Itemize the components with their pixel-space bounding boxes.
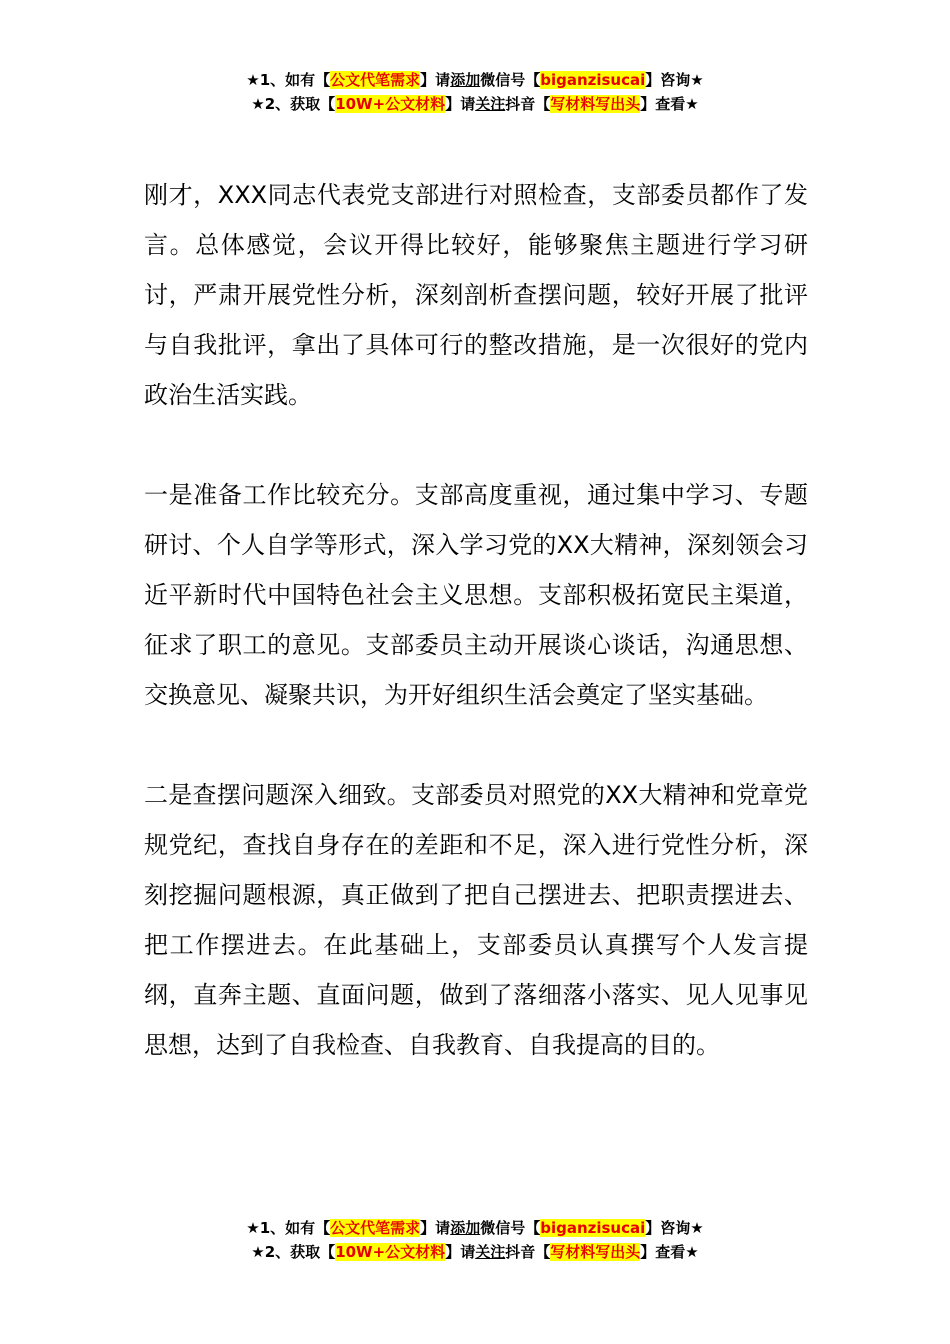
highlight-service: 公文代笔需求 (330, 71, 421, 89)
header-banner (0, 68, 950, 116)
paragraph-intro: 刚才，XXX同志代表党支部进行对照检查，支部委员都作了发言。总体感觉，会议开得比较好，能够聚焦主题进行学习研讨，严肃开展党性分析，深刻剖析查摆问题，较好开展了批评与自我批评，拿出了具体可行的整改措施，是一次很好的党内政治生活实践。 (144, 181, 808, 409)
highlight-wechat-id: biganzisucai (540, 1219, 646, 1237)
highlight-douyin-account: 写材料写出头 (550, 95, 641, 113)
footer-banner (0, 1216, 950, 1264)
paragraph-problem-review: 二是查摆问题深入细致。支部委员对照党的XX大精神和党章党规党纪，查找自身存在的差距和不足，深入进行党性分析，深刻挖掘问题根源，真正做到了把自己摆进去、把职责摆进去、把工作摆进去。在此基础上，支部委员认真撰写个人发言提纲，直奔主题、直面问题，做到了落细落小落实、见人见事见思想，达到了自我检查、自我教育、自我提高的目的。 (144, 781, 808, 1059)
highlight-materials: 10W+公文材料 (335, 95, 446, 113)
banner-line-1: ★1、如有【公文代笔需求】请添加微信号【biganzisucai】咨询★ (246, 1219, 704, 1237)
banner-line-2: ★2、获取【10W+公文材料】请关注抖音【写材料写出头】查看★ (251, 1243, 699, 1261)
highlight-materials: 10W+公文材料 (335, 1243, 446, 1261)
paragraph-preparation: 一是准备工作比较充分。支部高度重视，通过集中学习、专题研讨、个人自学等形式，深入学习党的XX大精神，深刻领会习近平新时代中国特色社会主义思想。支部积极拓宽民主渠道，征求了职工的意见。支部委员主动开展谈心谈话，沟通思想、交换意见、凝聚共识，为开好组织生活会奠定了坚实基础。 (144, 481, 808, 709)
banner-line-2: ★2、获取【10W+公文材料】请关注抖音【写材料写出头】查看★ (251, 95, 699, 113)
banner-line-1: ★1、如有【公文代笔需求】请添加微信号【biganzisucai】咨询★ (246, 71, 704, 89)
highlight-service: 公文代笔需求 (330, 1219, 421, 1237)
document-body (144, 170, 808, 1120)
highlight-wechat-id: biganzisucai (540, 71, 646, 89)
highlight-douyin-account: 写材料写出头 (550, 1243, 641, 1261)
